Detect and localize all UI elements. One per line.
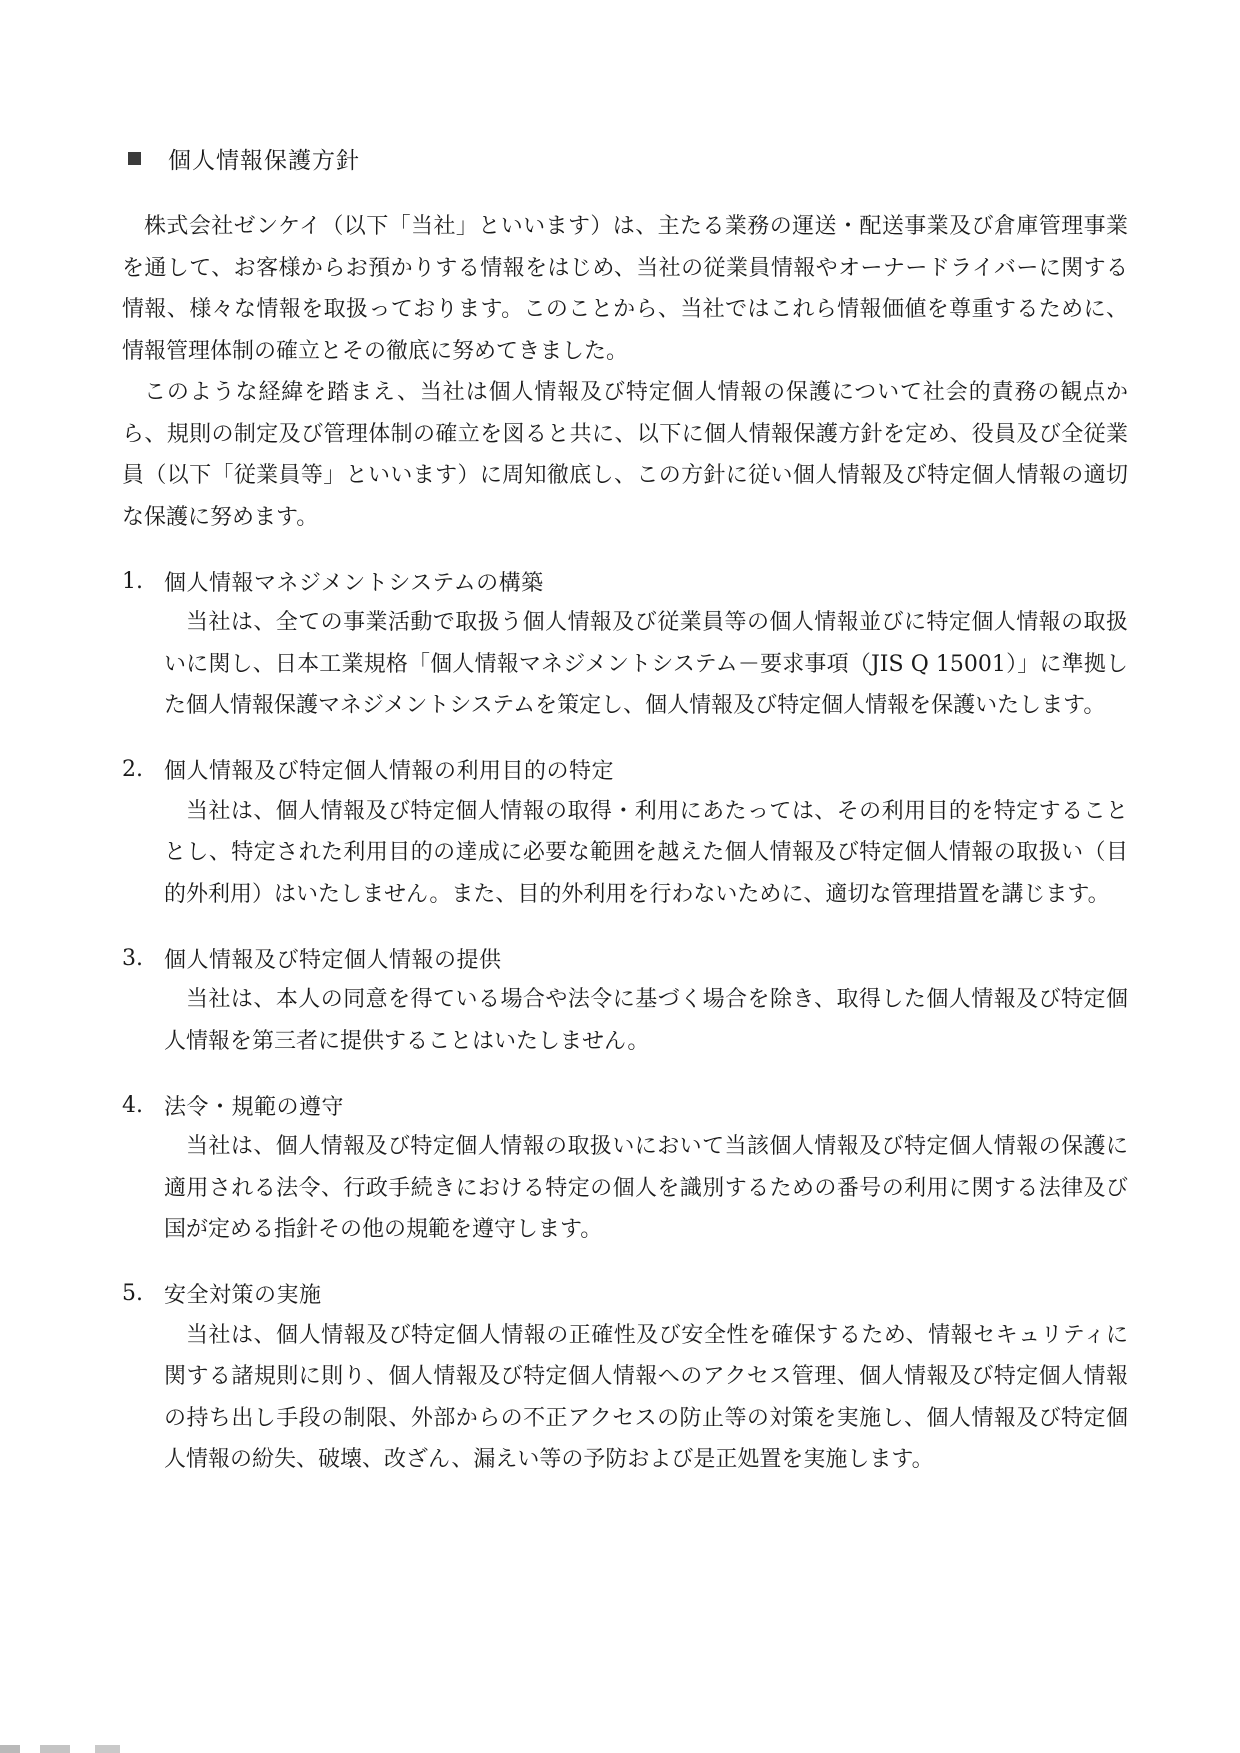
section-title: 個人情報マネジメントシステムの構築 <box>164 570 544 596</box>
page-title: 個人情報保護方針 <box>168 147 360 174</box>
section-title: 法令・規範の遵守 <box>164 1094 345 1120</box>
intro-block <box>122 206 1128 538</box>
section-body: 当社は、個人情報及び特定個人情報の取得・利用にあたっては、その利用目的を特定することとし、特定された利用目的の達成に必要な範囲を越えた個人情報及び特定個人情報の取扱い（目的外利用）はいたしません。また、目的外利用を行わないために、適切な管理措置を講じます。 <box>164 798 1128 907</box>
section-heading <box>122 1275 1128 1313</box>
section-title: 安全対策の実施 <box>164 1283 322 1308</box>
section-number: 5. <box>122 1281 143 1306</box>
section-heading <box>122 939 1128 977</box>
section-number: 4. <box>122 1092 143 1118</box>
policy-section-2 <box>122 751 1128 916</box>
intro-paragraph-1: 株式会社ゼンケイ（以下「当社」といいます）は、主たる業務の運送・配送事業及び倉庫管理事業を通して、お客様からお預かりする情報をはじめ、当社の従業員情報やオーナードライバーに関する情報、様々な情報を取扱っております。このことから、当社ではこれら情報価値を尊重するために、情報管理体制の確立とその徹底に努めてきました。 <box>122 214 1128 364</box>
section-number: 2. <box>122 757 143 782</box>
square-bullet-icon <box>128 152 141 165</box>
section-body: 当社は、本人の同意を得ている場合や法令に基づく場合を除き、取得した個人情報及び特定個人情報を第三者に提供することはいたしません。 <box>164 987 1128 1054</box>
section-heading <box>122 562 1128 600</box>
scan-edge-artifact <box>0 1745 220 1753</box>
policy-section-3 <box>122 939 1128 1062</box>
policy-section-1 <box>122 562 1128 727</box>
section-number: 1. <box>122 568 143 594</box>
section-body: 当社は、個人情報及び特定個人情報の正確性及び安全性を確保するため、情報セキュリティに関する諸規則に則り、個人情報及び特定個人情報へのアクセス管理、個人情報及び特定個人情報の持ち出し手段の制限、外部からの不正アクセスの防止等の対策を実施し、個人情報及び特定個人情報の紛失、破壊、改ざん、漏えい等の予防および是正処置を実施します。 <box>164 1322 1128 1472</box>
section-heading <box>122 1086 1128 1124</box>
section-number: 3. <box>122 945 143 971</box>
section-body: 当社は、全ての事業活動で取扱う個人情報及び従業員等の個人情報並びに特定個人情報の取扱いに関し、日本工業規格「個人情報マネジメントシステム－要求事項（JIS Q 15001）」に準拠した個人情報保護マネジメントシステムを策定し、個人情報及び特定個人情報を保護いたします。 <box>164 610 1128 718</box>
policy-section-4 <box>122 1086 1128 1251</box>
heading-row <box>128 138 1128 178</box>
section-heading <box>122 751 1128 789</box>
section-title: 個人情報及び特定個人情報の利用目的の特定 <box>164 759 615 784</box>
section-title: 個人情報及び特定個人情報の提供 <box>164 947 502 973</box>
intro-paragraph-2: このような経緯を踏まえ、当社は個人情報及び特定個人情報の保護について社会的責務の観点から、規則の制定及び管理体制の確立を図ると共に、以下に個人情報保護方針を定め、役員及び全従業員（以下「従業員等」といいます）に周知徹底し、この方針に従い個人情報及び特定個人情報の適切な保護に努めます。 <box>122 380 1128 530</box>
section-body: 当社は、個人情報及び特定個人情報の取扱いにおいて当該個人情報及び特定個人情報の保護に適用される法令、行政手続きにおける特定の個人を識別するための番号の利用に関する法律及び国が定める指針その他の規範を遵守します。 <box>164 1134 1128 1242</box>
policy-section-5 <box>122 1275 1128 1481</box>
